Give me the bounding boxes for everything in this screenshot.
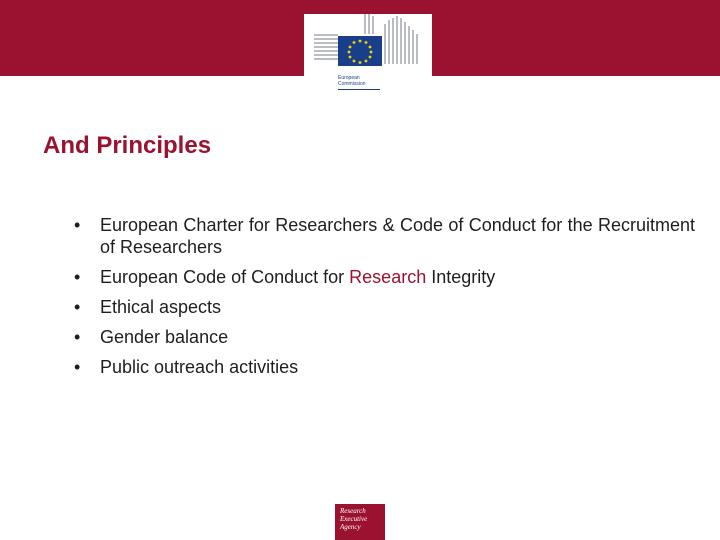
european-commission-logo bbox=[304, 14, 432, 98]
list-item bbox=[70, 266, 695, 288]
bullet-text-part: European Code of Conduct for bbox=[100, 267, 350, 287]
ec-logo-line1: European bbox=[338, 75, 360, 81]
bullet-text: European Charter for Researchers & Code of Conduct for the Recruitment of Researchers bbox=[100, 215, 695, 257]
bullet-text-highlight: Research bbox=[349, 267, 427, 287]
bullet-icon: • bbox=[74, 357, 81, 377]
rea-logo-line3: Agency bbox=[340, 523, 361, 531]
list-item bbox=[70, 296, 695, 318]
bullet-icon: • bbox=[74, 215, 81, 235]
bullet-icon: • bbox=[74, 327, 81, 347]
bullet-icon: • bbox=[74, 297, 81, 317]
bullet-list bbox=[70, 214, 695, 386]
ec-logo-text bbox=[338, 75, 366, 87]
list-item bbox=[70, 214, 695, 258]
bullet-text: Ethical aspects bbox=[100, 297, 222, 317]
research-executive-agency-logo bbox=[335, 504, 385, 540]
bullet-icon: • bbox=[74, 267, 81, 287]
ec-logo-underline bbox=[338, 89, 380, 90]
list-item bbox=[70, 326, 695, 348]
ec-logo-line2: Commission bbox=[338, 81, 366, 87]
bullet-text-part: Integrity bbox=[426, 267, 496, 287]
rea-logo-line2: Executive bbox=[340, 515, 368, 523]
berlaymont-building-icon bbox=[304, 14, 432, 76]
bullet-text: Gender balance bbox=[100, 327, 229, 347]
rea-logo-line1: Research bbox=[340, 507, 366, 515]
bullet-text: Public outreach activities bbox=[100, 357, 299, 377]
slide-title: And Principles bbox=[43, 132, 212, 159]
list-item bbox=[70, 356, 695, 378]
